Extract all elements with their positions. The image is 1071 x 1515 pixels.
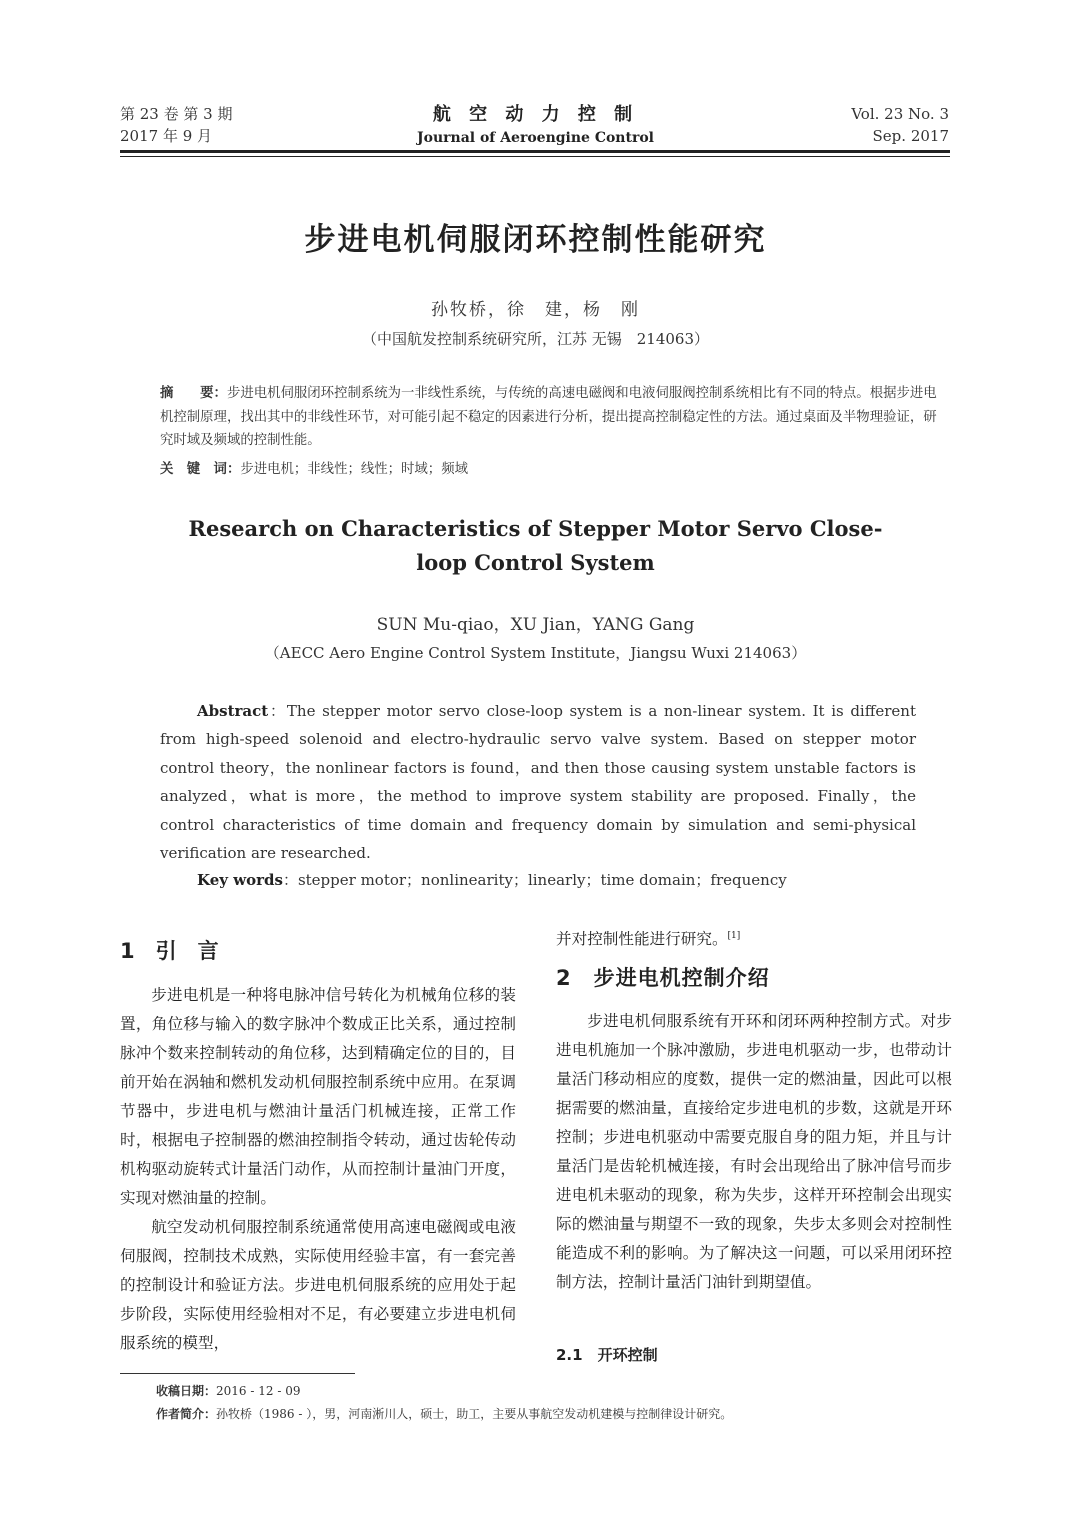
abstract-cn-text: 步进电机伺服闭环控制系统为一非线性系统，与传统的高速电磁阀和电液伺服阀控制系统相比有不同的特点。根据步进电机控制原理，找出其中的非线性环节，对可能引起不稳定的因素进行分析，提出提高控制稳定性的方法。通过桌面及半物理验证，研究时域及频域的控制性能。 <box>160 386 937 448</box>
running-header-right <box>851 103 949 147</box>
section-2-heading: 2 步进电机控制介绍 <box>556 966 770 990</box>
received-label: 收稿日期： <box>156 1384 217 1398</box>
paper-title-cn: 步进电机伺服闭环控制性能研究 <box>304 222 767 258</box>
abstract-en-label: Abstract <box>197 702 269 720</box>
date-cn: 2017 年 9 月 <box>120 127 213 145</box>
left-column <box>120 981 516 1358</box>
paper-title-en: Research on Characteristics of Stepper Motor Servo Close-loop Control System <box>188 516 883 575</box>
section-1-continuation-text: 并对控制性能进行研究。 <box>556 930 728 949</box>
journal-name-en: Journal of Aeroengine Control <box>417 130 654 146</box>
abstract-en <box>160 697 916 867</box>
keywords-cn-label: 关 键 词： <box>160 462 241 477</box>
authors-en: SUN Mu-qiao，XU Jian，YANG Gang <box>376 615 695 635</box>
journal-name-cn: 航 空 动 力 控 制 <box>432 104 639 125</box>
footnote-author <box>156 1405 732 1422</box>
affiliation-cn: （中国航发控制系统研究所，江苏 无锡 214063） <box>361 330 710 348</box>
volume-en: Vol. 23 No. 3 <box>851 105 949 123</box>
received-value: 2016 - 12 - 09 <box>216 1384 301 1398</box>
affiliation-en: （AECC Aero Engine Control System Institute，Jiangsu Wuxi 214063） <box>264 644 807 662</box>
footnote-received <box>156 1382 300 1399</box>
section-1-paragraph-2: 航空发动机伺服控制系统通常使用高速电磁阀或电液伺服阀，控制技术成熟，实际使用经验丰富，有一套完善的控制设计和验证方法。步进电机伺服系统的应用处于起步阶段，实际使用经验相对不足，有必要建立步进电机伺服系统的模型， <box>120 1218 516 1352</box>
keywords-cn-text: 步进电机；非线性；线性；时域；频域 <box>240 462 468 477</box>
author-bio-label: 作者简介： <box>156 1407 217 1421</box>
section-2-paragraph: 步进电机伺服系统有开环和闭环两种控制方式。对步进电机施加一个脉冲激励，步进电机驱动一步，也带动计量活门移动相应的度数，提供一定的燃油量，因此可以根据需要的燃油量，直接给定步进电机的步数，这就是开环控制；步进电机驱动中需要克服自身的阻力矩，并且与计量活门是齿轮机械连接，有时会出现给出了脉冲信号而步进电机未驱动的现象，称为失步，这样开环控制会出现实际的燃油量与期望不一致的现象，失步太多则会对控制性能造成不利的影响。为了解决这一问题，可以采用闭环控制方法，控制计量活门油针到期望值。 <box>556 1012 952 1291</box>
section-2-1-heading: 2.1 开环控制 <box>556 1346 658 1364</box>
section-1-heading: 1 引 言 <box>120 939 219 963</box>
right-column <box>556 1007 952 1297</box>
header-rule-thin <box>120 156 950 157</box>
keywords-en <box>197 868 917 892</box>
author-bio-value: 孙牧桥（1986 - ），男，河南淅川人，硕士，助工，主要从事航空发动机建模与控制律设计研究。 <box>216 1407 733 1421</box>
authors-cn: 孙牧桥，徐 建，杨 刚 <box>431 300 640 320</box>
section-1-paragraph-1: 步进电机是一种将电脉冲信号转化为机械角位移的装置，角位移与输入的数字脉冲个数成正比关系，通过控制脉冲个数来控制转动的角位移，达到精确定位的目的，目前开始在涡轴和燃机发动机伺服控制系统中应用。在泵调节器中，步进电机与燃油计量活门机械连接，正常工作时，根据电子控制器的燃油控制指令转动，通过齿轮传动机构驱动旋转式计量活门动作，从而控制计量油门开度，实现对燃油量的控制。 <box>120 986 516 1207</box>
issue-cn: 第 23 卷 第 3 期 <box>120 105 233 123</box>
abstract-cn <box>160 382 950 453</box>
abstract-cn-label: 摘 要： <box>160 386 227 401</box>
footnote-rule <box>120 1373 355 1374</box>
date-en: Sep. 2017 <box>872 127 949 145</box>
reference-1: [1] <box>727 931 741 941</box>
section-1-continuation <box>556 923 740 952</box>
keywords-en-text: ：stepper motor；nonlinearity；linearly；time domain；frequency <box>282 871 787 889</box>
abstract-en-text: ：The stepper motor servo close-loop system is a non-linear system. It is different from high-speed solenoid and electro-hydraulic servo valve system. Based on stepper motor control theory，the nonlinear factors is found，and then those causing system unstable factors is analyzed，what is more，the method to improve system stability are proposed. Finally，the control characteristics of time domain and frequency domain by simulation and semi-physical verification are researched. <box>160 702 916 863</box>
keywords-en-label: Key words <box>197 871 283 889</box>
header-rule-thick <box>120 150 950 153</box>
keywords-cn <box>160 458 950 482</box>
